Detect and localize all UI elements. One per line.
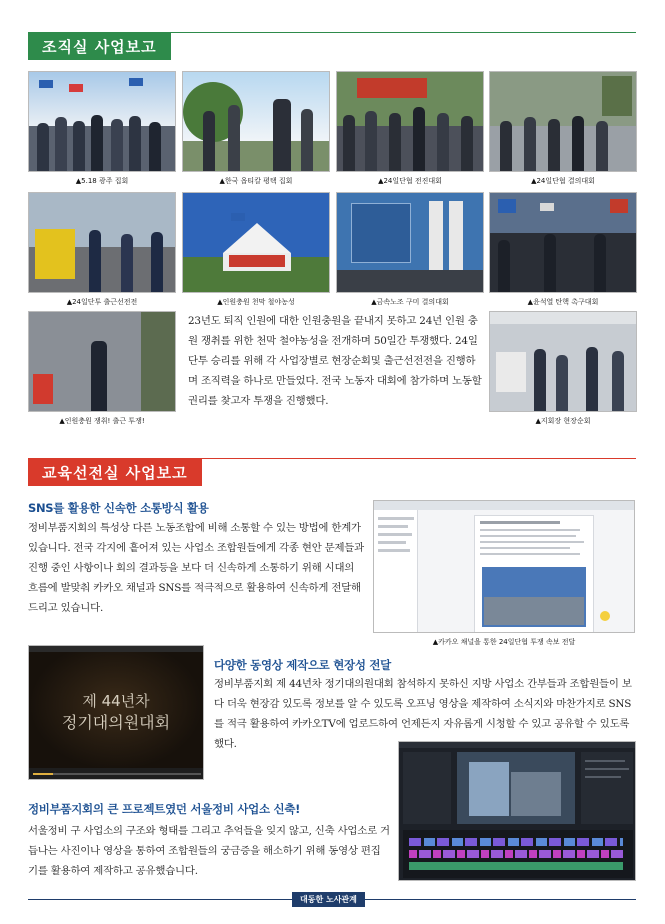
video-title-line2: 정기대의원대회 bbox=[61, 713, 171, 732]
sns-heading: SNS를 활용한 신속한 소통방식 활용 bbox=[28, 501, 209, 515]
sns-caption: ▲카카오 채널을 통한 24일단협 투쟁 속보 전달 bbox=[432, 638, 576, 646]
photo-gwangju-rally bbox=[28, 71, 176, 172]
kakao-channel-screenshot bbox=[373, 500, 635, 633]
caption-4: ▲24일단협 결의대회 bbox=[531, 177, 595, 185]
photo-resolution-rally bbox=[489, 71, 637, 172]
section2-title: 교육선전실 사업보고 bbox=[28, 458, 202, 486]
photo-tent-sit-in bbox=[182, 192, 330, 293]
section2-top-rule bbox=[28, 458, 636, 459]
caption-10: ▲지회장 현장순회 bbox=[535, 417, 591, 425]
sns-text: 정비부품지회의 특성상 다른 노동조합에 비해 소통할 수 있는 방법에 한계가 있습니다. 전국 각지에 흩어져 있는 사업소 조합원들에게 각종 현안 문제들과 진행 중인 사항이나 회의 결과등을 보다 더 신속하게 소통하기 위해 시대의 흐름에 발맞춰 카카오 채널과 SNS를 적극적으로 활용하여 신속하게 전달해드리고 있습니다. bbox=[28, 522, 364, 614]
caption-1: ▲5.18 광주 집회 bbox=[75, 177, 129, 185]
photo-staffing-commute bbox=[28, 311, 176, 412]
caption-3: ▲24일단협 전진대회 bbox=[378, 177, 442, 185]
section1-top-rule bbox=[28, 32, 636, 33]
seoul-text: 서울정비 구 사업소의 구조와 형태를 그리고 추억들을 잊지 않고, 신축 사업소로 거듭나는 사진이나 영상을 통하여 조합원들의 궁금증을 해소하기 위해 동영상 편집기를 활용하여 제작하고 공유했습니다. bbox=[28, 825, 390, 877]
photo-optical-rally bbox=[182, 71, 330, 172]
caption-9: ▲인원충원 쟁취! 출근 투쟁! bbox=[59, 417, 145, 425]
caption-6: ▲인원충원 천막 철야농성 bbox=[217, 298, 295, 306]
section2-header bbox=[28, 458, 202, 486]
photo-gumi-rally bbox=[336, 192, 484, 293]
caption-8: ▲윤석열 탄핵 촉구대회 bbox=[527, 298, 599, 306]
section1-title: 조직실 사업보고 bbox=[28, 32, 171, 60]
caption-5: ▲24일단투 출근선전전 bbox=[66, 298, 138, 306]
video-title-line1: 제 44년차 bbox=[82, 692, 150, 710]
seoul-heading: 정비부품지회의 큰 프로젝트였던 서울정비 사업소 신축! bbox=[28, 802, 301, 816]
section1-header bbox=[28, 32, 171, 60]
video-heading: 다양한 동영상 제작으로 현장성 전달 bbox=[214, 658, 391, 672]
caption-7: ▲금속노조 구미 결의대회 bbox=[371, 298, 449, 306]
photo-commute-campaign bbox=[28, 192, 176, 293]
section1-summary: 23년도 퇴직 인원에 대한 인원충원을 끝내지 못하고 24년 인원 충원 쟁취를 위한 천막 철야농성을 전개하며 50일간 투쟁했다. 24일단투 승리를 위해 각 사업장별로 현장순회및 출근선전전을 진행하며 조직력을 하나로 만들었다. 전국 노동자 대회에 참가하며 노동할 권리를 찾고자 투쟁을 진행했다. bbox=[188, 315, 482, 407]
video-thumbnail bbox=[28, 645, 204, 780]
caption-2: ▲한국 옵티칼 평택 집회 bbox=[219, 177, 293, 185]
photo-site-visit bbox=[489, 311, 637, 412]
footer-label: 대동한 노사관계 bbox=[292, 892, 365, 907]
photo-impeachment-rally bbox=[489, 192, 637, 293]
photo-forward-rally bbox=[336, 71, 484, 172]
video-editor-screenshot bbox=[398, 741, 636, 881]
video-text: 정비부품지회 제 44년차 정기대의원대회 참석하지 못하신 지방 사업소 간부들과 조합원들이 보다 더욱 현장감 있도록 정보를 알 수 있도록 오프닝 영상을 제작하여 소식지와 마찬가지로 SNS를 적극 활용하여 카카오TV에 업로드하여 언제든지 자유롭게 시청할 수 있고 공유할 수 있도록 했다. bbox=[214, 678, 632, 750]
